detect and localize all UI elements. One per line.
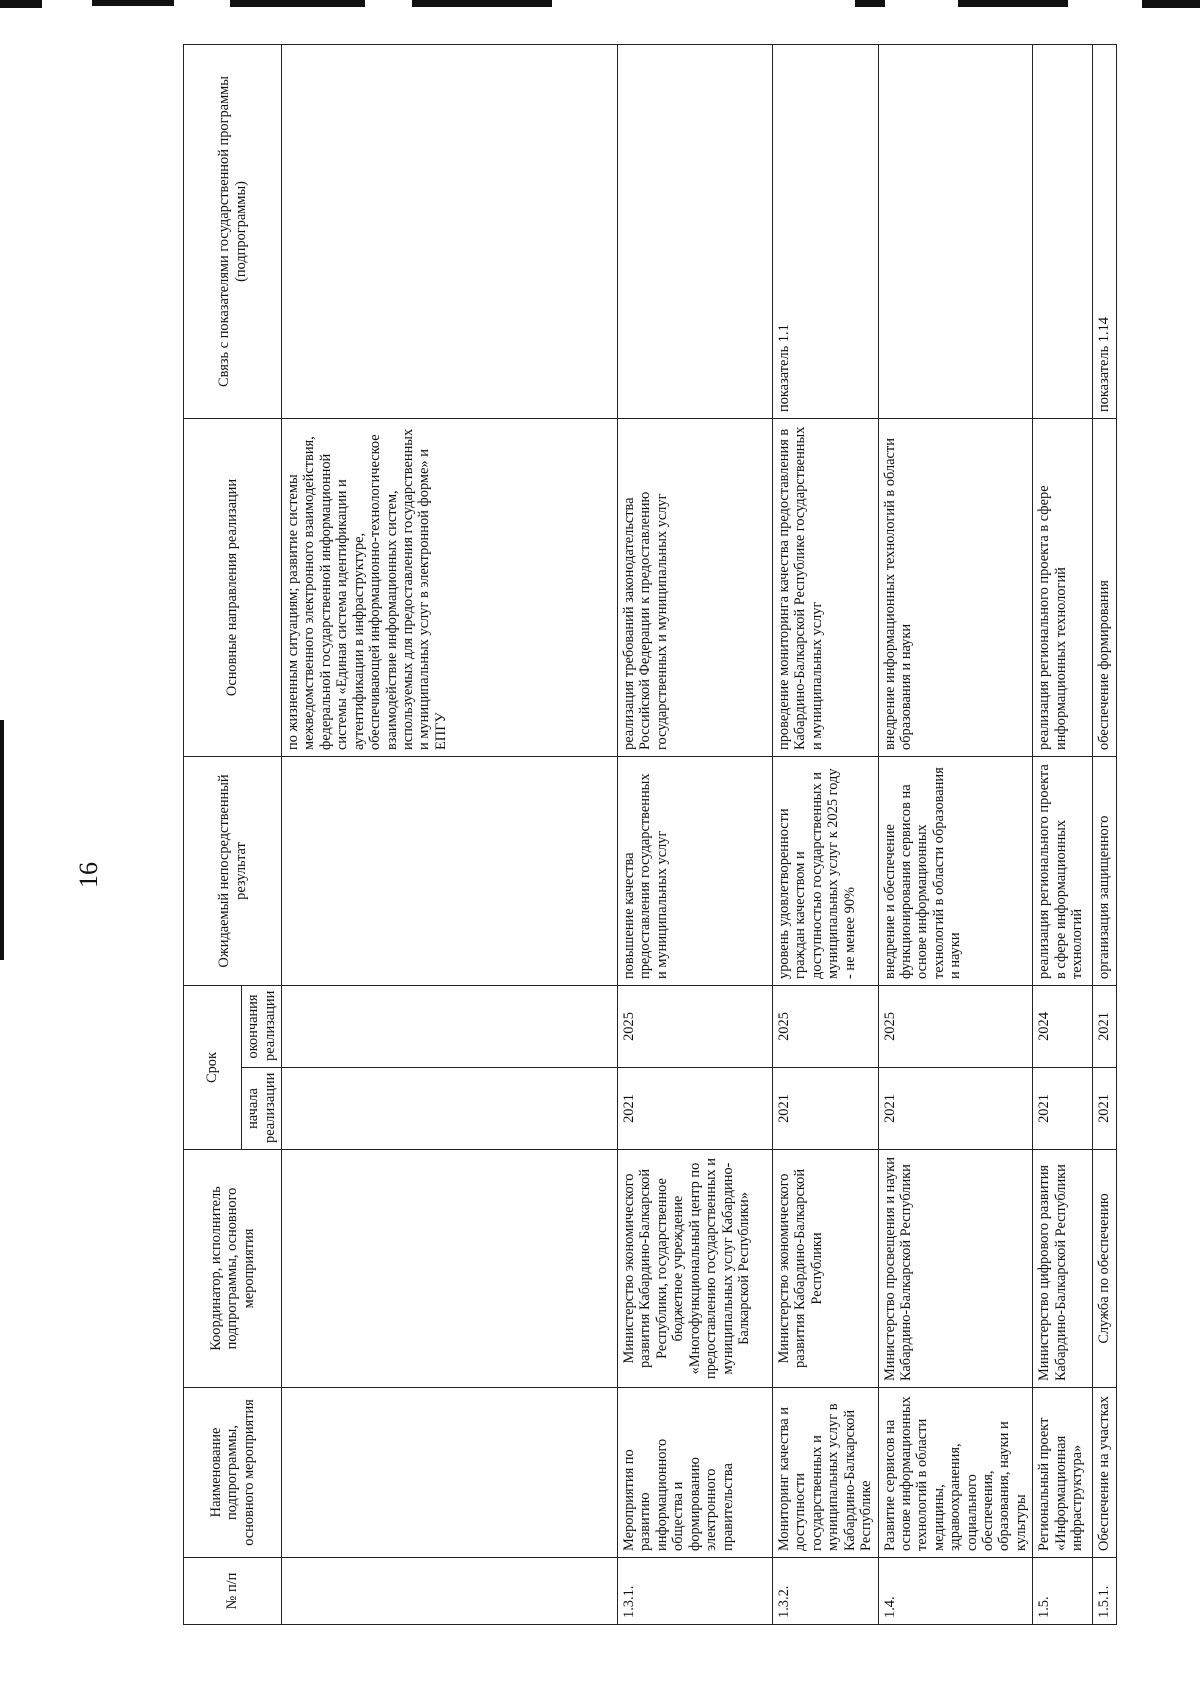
cell-start: 2021 xyxy=(1093,1068,1116,1150)
cell-directions: обеспечение формирования xyxy=(1093,418,1116,756)
header-coordinator: Координатор, исполнитель подпрограммы, основного мероприятия xyxy=(184,1150,282,1388)
page-number: 16 xyxy=(74,862,103,888)
scan-edge-mark xyxy=(855,0,885,7)
cell-start: 2021 xyxy=(1033,1068,1093,1150)
cell-name: Региональный проект «Информационная инфраструктура» xyxy=(1033,1388,1093,1558)
cell-num: 1.3.2. xyxy=(773,1558,879,1625)
header-result: Ожидаемый непосредственный результат xyxy=(184,756,282,985)
scan-edge-mark xyxy=(958,0,1068,7)
scan-edge-mark xyxy=(412,0,552,7)
cell-directions: внедрение информационных технологий в области образования и науки xyxy=(878,418,1033,756)
program-activities-table xyxy=(183,44,1117,1625)
cell-name: Мониторинг качества и доступности государственных и муниципальных услуг в Кабардино-Балкарской Республике xyxy=(773,1388,879,1558)
cell-directions: проведение мониторинга качества предоставления в Кабардино-Балкарской Республике государственных и муниципальных услуг xyxy=(773,418,879,756)
cell-result: реализация регионального проекта в сфере информационных технологий xyxy=(1033,756,1093,985)
cell-num: 1.5. xyxy=(1033,1558,1093,1625)
table-row xyxy=(282,44,618,1624)
scan-edge-mark xyxy=(0,720,4,960)
cell-coordinator: Служба по обеспечению xyxy=(1093,1150,1116,1388)
header-directions: Основные направления реализации xyxy=(184,418,282,756)
cell-start: 2021 xyxy=(773,1068,879,1150)
cell-end: 2024 xyxy=(1033,985,1093,1067)
cell-num: 1.5.1. xyxy=(1093,1558,1116,1625)
rotated-table-container xyxy=(183,45,1113,1625)
cell-num: 1.3.1. xyxy=(618,1558,773,1625)
cell-coordinator: Министерство экономического развития Кабардино-Балкарской Республики xyxy=(773,1150,879,1388)
cell-result: внедрение и обеспечение функционирования сервисов на основе информационных технологий в области образования и науки xyxy=(878,756,1033,985)
cell-result: уровень удовлетворенности граждан качеством и доступностью государственных и муниципальных услуг к 2025 году - не менее 90% xyxy=(773,756,879,985)
cell-result xyxy=(282,756,618,985)
cell-link xyxy=(282,44,618,418)
table-row xyxy=(773,44,879,1624)
cell-name xyxy=(282,1388,618,1558)
cell-directions: реализация требований законодательства Российской Федерации к предоставлению государственных и муниципальных услуг xyxy=(618,418,773,756)
header-link: Связь с показателями государственной программы (подпрограммы) xyxy=(184,44,282,418)
header-num: № п/п xyxy=(184,1558,282,1625)
cell-num: 1.4. xyxy=(878,1558,1033,1625)
scan-edge-mark xyxy=(1142,0,1200,8)
cell-link xyxy=(618,44,773,418)
cell-end: 2021 xyxy=(1093,985,1116,1067)
cell-coordinator: Министерство экономического развития Кабардино-Балкарской Республики, государственное бюджетное учреждение «Многофункциональный центр по предоставлению государственных и муниципальных услуг Кабардино-Балкарской Республики» xyxy=(618,1150,773,1388)
table-row xyxy=(1033,44,1093,1624)
table-row xyxy=(618,44,773,1624)
table-row xyxy=(878,44,1033,1624)
header-name: Наименование подпрограммы, основного мероприятия xyxy=(184,1388,282,1558)
cell-result: организация защищенного xyxy=(1093,756,1116,985)
header-end: окончания реализации xyxy=(242,985,282,1067)
cell-link xyxy=(878,44,1033,418)
cell-start: 2021 xyxy=(618,1068,773,1150)
cell-name: Мероприятия по развитию информационного общества и формированию электронного правительства xyxy=(618,1388,773,1558)
header-term: Срок xyxy=(184,985,242,1149)
table-row xyxy=(1093,44,1116,1624)
cell-directions: по жизненным ситуациям; развитие системы межведомственного электронного взаимодействия, федеральной государственной информационной системы «Единая система идентификации и аутентификации в инфраструктуре, обеспечивающей информационно-технологическое взаимодействие информационных систем, используемых для предоставления государственных и муниципальных услуг в электронной форме» и ЕПГУ xyxy=(282,418,618,756)
scan-edge-mark xyxy=(0,0,42,8)
cell-coordinator xyxy=(282,1150,618,1388)
scan-edge-mark xyxy=(230,0,365,7)
cell-end: 2025 xyxy=(878,985,1033,1067)
cell-link: показатель 1.14 xyxy=(1093,44,1116,418)
cell-result: повышение качества предоставления государственных и муниципальных услуг xyxy=(618,756,773,985)
cell-end: 2025 xyxy=(773,985,879,1067)
cell-link: показатель 1.1 xyxy=(773,44,879,418)
cell-name: Обеспечение на участках xyxy=(1093,1388,1116,1558)
header-start: начала реализации xyxy=(242,1068,282,1150)
cell-end: 2025 xyxy=(618,985,773,1067)
cell-link xyxy=(1033,44,1093,418)
cell-coordinator: Министерство просвещения и науки Кабардино-Балкарской Республики xyxy=(878,1150,1033,1388)
cell-directions: реализация регионального проекта в сфере информационных технологий xyxy=(1033,418,1093,756)
cell-coordinator: Министерство цифрового развития Кабардино-Балкарской Республики xyxy=(1033,1150,1093,1388)
cell-start: 2021 xyxy=(878,1068,1033,1150)
cell-start xyxy=(282,1068,618,1150)
cell-name: Развитие сервисов на основе информационных технологий в области медицины, здравоохранения, социального обеспечения, образования, науки и культуры xyxy=(878,1388,1033,1558)
cell-num xyxy=(282,1558,618,1625)
cell-end xyxy=(282,985,618,1067)
scan-edge-mark xyxy=(92,0,174,6)
